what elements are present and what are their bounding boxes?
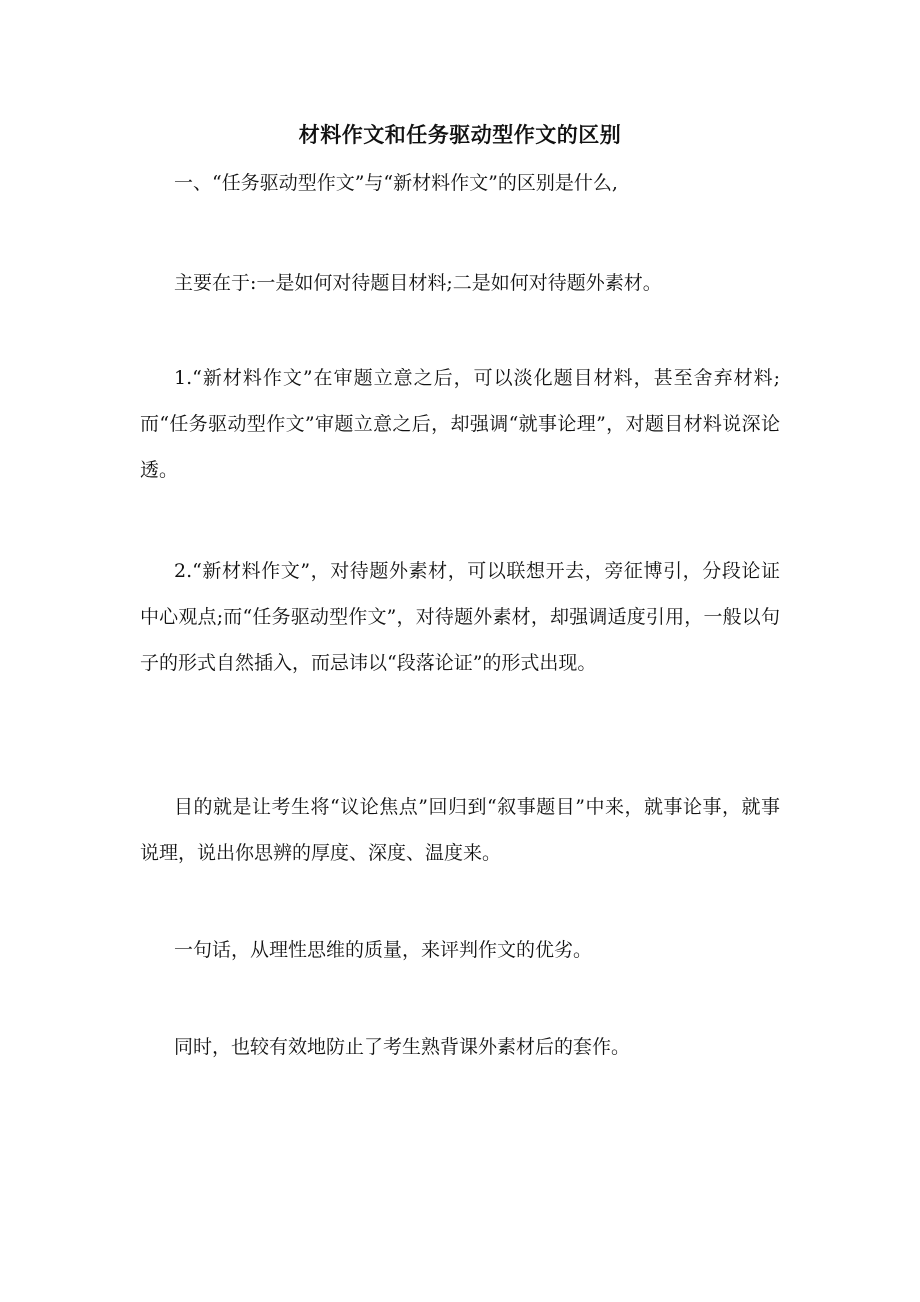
paragraph-purpose: 目的就是让考生将“议论焦点”回归到“叙事题目”中来，就事论事，就事说理，说出你思辨的厚度、深度、温度来。 xyxy=(140,796,780,864)
paragraph-main-difference: 主要在于:一是如何对待题目材料;二是如何对待题外素材。 xyxy=(174,272,662,294)
paragraph-summary: 一句话，从理性思维的质量，来评判作文的优劣。 xyxy=(174,939,593,961)
paragraph-point-2: 2.“新材料作文”，对待题外素材，可以联想开去，旁征博引，分段论证中心观点;而“任务驱动型作文”，对待题外素材，却强调适度引用，一般以句子的形式自然插入，而忌讳以“段落论证”的形式出现。 xyxy=(140,560,780,674)
paragraph-point-1: 1.“新材料作文”在审题立意之后，可以淡化题目材料，甚至舍弃材料;而“任务驱动型作文”审题立意之后，却强调“就事论理”，对题目材料说深论透。 xyxy=(140,367,780,481)
document-title: 材料作文和任务驱动型作文的区别 xyxy=(298,122,622,147)
paragraph-conclusion: 同时，也较有效地防止了考生熟背课外素材后的套作。 xyxy=(174,1036,631,1058)
paragraph-intro-question: 一、“任务驱动型作文”与“新材料作文”的区别是什么, xyxy=(174,172,618,194)
